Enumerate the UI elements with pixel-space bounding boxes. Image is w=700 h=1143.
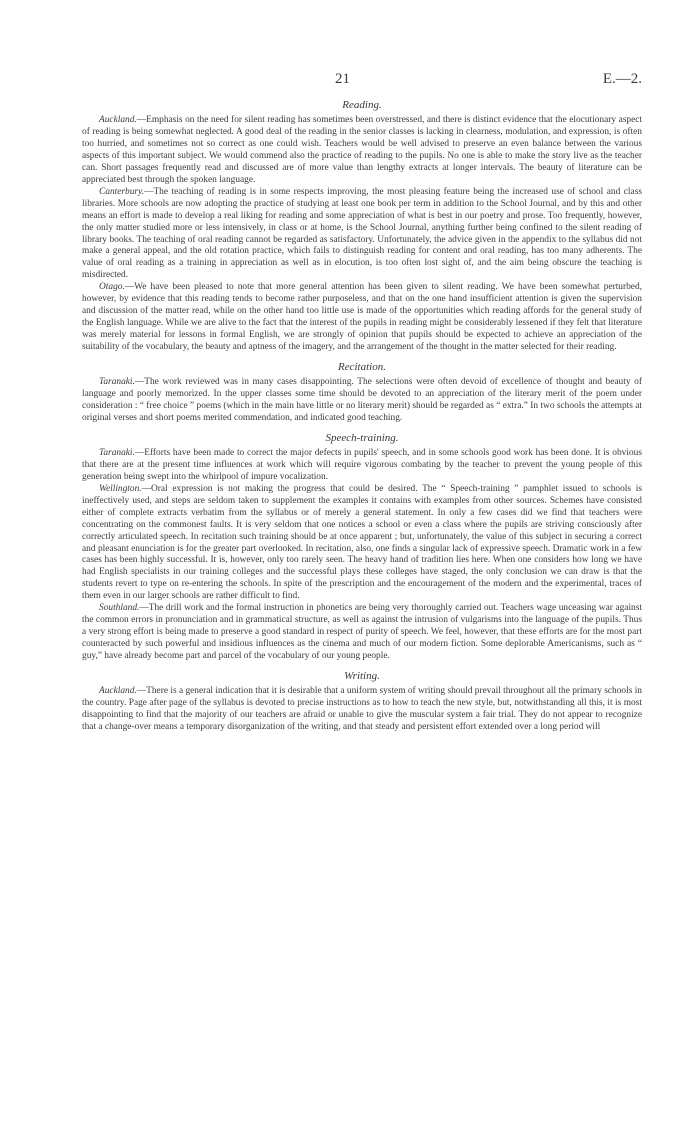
paragraph	[82, 603, 642, 663]
paragraph	[82, 187, 642, 283]
paragraph-text: —The work reviewed was in many cases disappointing. The selections were often devoid of excellence of thought and beauty of language and poorly memorized. In the upper classes some time should be devoted to an appreciation of the literary merit of the poem under consideration : “ free choice ” poems (which in the main have little or no literary merit) should be regarded as “ extra.” In two schools the attempts at original verses and short poems merited commendation, and indicated good teaching.	[82, 377, 642, 423]
paragraph-text: —Efforts have been made to correct the major defects in pupils' speech, and in some schools good work has been done. It is obvious that there are at the present time influences at work which will require vigorous combating by the teacher to prevent the young people of this generation being swept into the whirlpool of impure vocalization.	[82, 447, 642, 482]
section-heading: Writing.	[344, 670, 380, 683]
paragraph-text: —Oral expression is not making the progress that could be desired. The “ Speech-training ” pamphlet issued to schools is ineffectively used, and steps are seldom taken to supplement the examples it contains with examples from other sources. Schemes have consisted either of complete extracts verbatim from the syllabus or of merely a general statement. In only a few cases did we find that teachers were concentrating on the commonest faults. It is very seldom that one notices a school or even a class where the pupils are striving consciously after correctly articulated speech. In recitation such training should be at once apparent ; but, unfortunately, the value of this subject in securing a correct and pleasant enunciation is for the greater part overlooked. In recitation, also, one finds a singular lack of expressive speech. Dramatic work in a few cases has been highly successful. It is, however, only too rarely seen. The heavy hand of tradition lies here. When one considers how long we have had English specialists in our training colleges and the successful plays these colleges have staged, the only conclusion we can draw is that the students revert to type on re-entering the schools. In spite of the prescription and the encouragement of the modern and the experimental, traces of them even in our larger schools are rather difficult to find.	[82, 483, 642, 602]
section-heading: Speech-training.	[325, 431, 399, 444]
document-reference: E.—2.	[602, 71, 642, 87]
region-name: Taranaki.	[99, 377, 135, 388]
region-name: Wellington.	[99, 483, 142, 494]
paragraph-text: —The drill work and the formal instruction in phonetics are being very thoroughly carried out. Teachers wage unceasing war against the common errors in pronunciation and in grammatical structure, as well as against the intrusion of vulgarisms into the language of the pupils. Thus a very strong effort is being made to preserve a good standard in respect of purity of speech. We feel, however, that these efforts are for the most part counteracted by such powerful and insidious influences as the cinema and much of our modern fiction. Some deplorable Americanisms, such as “ guy,” have already become part and parcel of the vocabulary of our young people.	[82, 603, 642, 662]
paragraph	[82, 377, 642, 425]
region-name: Auckland.	[99, 115, 137, 125]
page-header	[82, 0, 642, 92]
region-name: Taranaki.	[99, 447, 135, 458]
region-name: Canterbury.	[99, 186, 145, 197]
paragraph-text: —There is a general indication that it is desirable that a uniform system of writing should prevail throughout all the primary schools in the country. Page after page of the syllabus is devoted to precise instructions as to how to teach the new style, but, notwithstanding all this, it is most disappointing to find that the majority of our teachers are afraid or unable to give the muscular system a fair trial. They do not appear to recognize that a change-over means a temporary disorganization of the writing, and that steady and persistent effort extended over a long period will	[82, 686, 642, 732]
section-heading: Reading.	[342, 99, 382, 111]
region-name: Southland.	[99, 603, 140, 614]
paragraph	[82, 484, 642, 604]
page-number: 21	[335, 71, 350, 87]
paragraph-text: —The teaching of reading is in some respects improving, the most pleasing feature being the increased use of school and class libraries. More schools are now adopting the practice of studying at least one book per term in addition to the School Journal, and by this and other means an effort is made to develop a real liking for reading and some appreciation of what is best in our poetry and prose. Too frequently, however, the only matter studied more or less intensively, in class or at home, is the School Journal, anything further being confined to the silent reading of library books. The teaching of oral reading cannot be regarded as satisfactory. Unfortunately, the advice given in the appendix to the syllabus did not make a general appeal, and the old rotation practice, which fails to distinguish reading for content and oral reading, has too many adherents. The value of oral reading as a training in appreciation as well as in elocution, is too often lost sight of, and the aim being obscure the teaching is misdirected.	[82, 186, 642, 281]
section-heading: Recitation.	[338, 361, 386, 374]
paragraph-text: —Emphasis on the need for silent reading has sometimes been overstressed, and there is distinct evidence that the elocutionary aspect of reading is being somewhat neglected. A good deal of the reading in the senior classes is lacking in clearness, modulation, and expression, is often too hurried, and sometimes not so correct as one could wish. Teachers would be well advised to preserve an even balance between the various aspects of this important subject. We would commend also the practice of reading to the pupils. No one is able to make the story live as the teacher can. Short passages frequently read and discussed are of more value than lengthy extracts at longer intervals. The beauty of literature can be appreciated best through the spoken language.	[82, 115, 642, 185]
region-name: Otago.	[99, 282, 125, 293]
region-name: Auckland.	[99, 686, 137, 697]
paragraph	[82, 282, 642, 354]
paragraph	[82, 115, 642, 187]
paragraph	[82, 686, 642, 734]
document-body	[82, 98, 642, 734]
paragraph	[82, 448, 642, 484]
paragraph-text: —We have been pleased to note that more general attention has been given to silent reading. We have been somewhat perturbed, however, by evidence that this reading tends to become rather purposeless, and that on the one hand insufficient attention is given the supervision and discussion of the matter read, while on the other hand too little use is made of the opportunities which reading affords for the general study of the English language. While we are alive to the fact that the interest of the pupils in reading might be considerably lessened if they felt that literature was merely material for lessons in formal English, we are strongly of opinion that pupils should be expected to achieve an appreciation of the suitability of the vocabulary, the beauty and aptness of the imagery, and the arrangement of the thought in the matter selected for their reading.	[82, 282, 642, 353]
